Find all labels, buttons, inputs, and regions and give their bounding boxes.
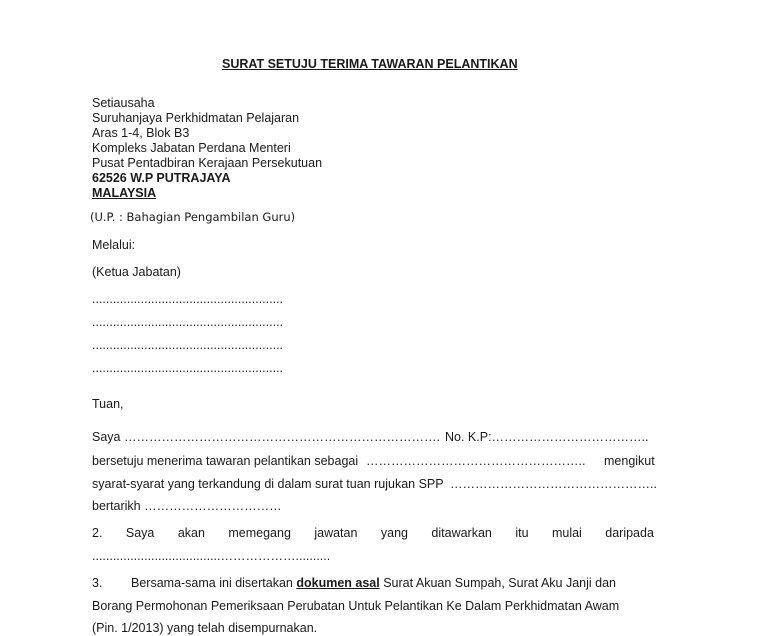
address-line-3: Aras 1-4, Blok B3 <box>92 126 190 140</box>
para1-name-field: Saya …………………………………………………………………. <box>92 430 440 444</box>
para3-line-1 <box>131 576 616 591</box>
address-line-4: Kompleks Jabatan Perdana Menteri <box>92 141 291 155</box>
para2-date-field: .....................................……………….......... <box>92 549 331 563</box>
dotted-line-2: ....................................................... <box>92 315 284 329</box>
via-label: Melalui: <box>92 238 136 252</box>
address-postcode: 62526 W.P PUTRAJAYA <box>92 171 231 185</box>
para3-original-documents: dokumen asal <box>296 576 380 590</box>
address-line-1: Setiausaha <box>92 96 155 110</box>
address-country: MALAYSIA <box>92 186 157 200</box>
para3-number: 3. <box>92 576 103 590</box>
para2-word: ditawarkan <box>431 526 492 540</box>
para2-word: akan <box>177 526 205 540</box>
para1-date-field: bertarikh …………………………… <box>92 499 282 513</box>
dotted-line-4: ....................................................... <box>92 361 284 375</box>
para2-word: memegang <box>228 526 291 540</box>
para3-line-3: (Pin. 1/2013) yang telah disempurnakan. <box>92 621 318 635</box>
para2-word: yang <box>380 526 408 540</box>
para1-according-text: mengikut <box>604 454 655 468</box>
salutation: Tuan, <box>92 397 124 411</box>
attention-line: (U.P. : Bahagian Pengambilan Guru) <box>90 210 296 224</box>
document-title: SURAT SETUJU TERIMA TAWARAN PELANTIKAN <box>222 57 518 71</box>
para1-ic-field: No. K.P:……………………………….. <box>445 430 649 444</box>
para1-position-field: …………………………………………….. <box>366 454 586 468</box>
dotted-line-1: ....................................................... <box>92 292 284 306</box>
para1-conditions-text: syarat-syarat yang terkandung di dalam surat tuan rujukan SPP <box>92 477 444 491</box>
para2-word: Saya <box>125 526 155 540</box>
address-line-2: Suruhanjaya Perkhidmatan Pelajaran <box>92 111 300 125</box>
para3-enclosed-text: Bersama-sama ini disertakan <box>131 576 293 590</box>
address-line-5: Pusat Pentadbiran Kerajaan Persekutuan <box>92 156 323 170</box>
dotted-line-3: ....................................................... <box>92 338 284 352</box>
para3-documents-list: Surat Akuan Sumpah, Surat Aku Janji dan <box>383 576 617 590</box>
para3-line-2: Borang Permohonan Pemeriksaan Perubatan Untuk Pelantikan Ke Dalam Perkhidmatan Awam <box>92 599 620 613</box>
head-of-department: (Ketua Jabatan) <box>92 265 181 279</box>
para2-word: jawatan <box>314 526 358 540</box>
para2-word: mulai <box>551 526 582 540</box>
para2-word: daripada <box>605 526 654 540</box>
para2-word: 2. <box>92 526 103 540</box>
para1-accept-text: bersetuju menerima tawaran pelantikan sebagai <box>92 454 359 468</box>
para2-word: itu <box>515 526 529 540</box>
para2-line-1 <box>92 526 654 541</box>
para1-reference-field: ………………………………………….. <box>450 477 657 491</box>
